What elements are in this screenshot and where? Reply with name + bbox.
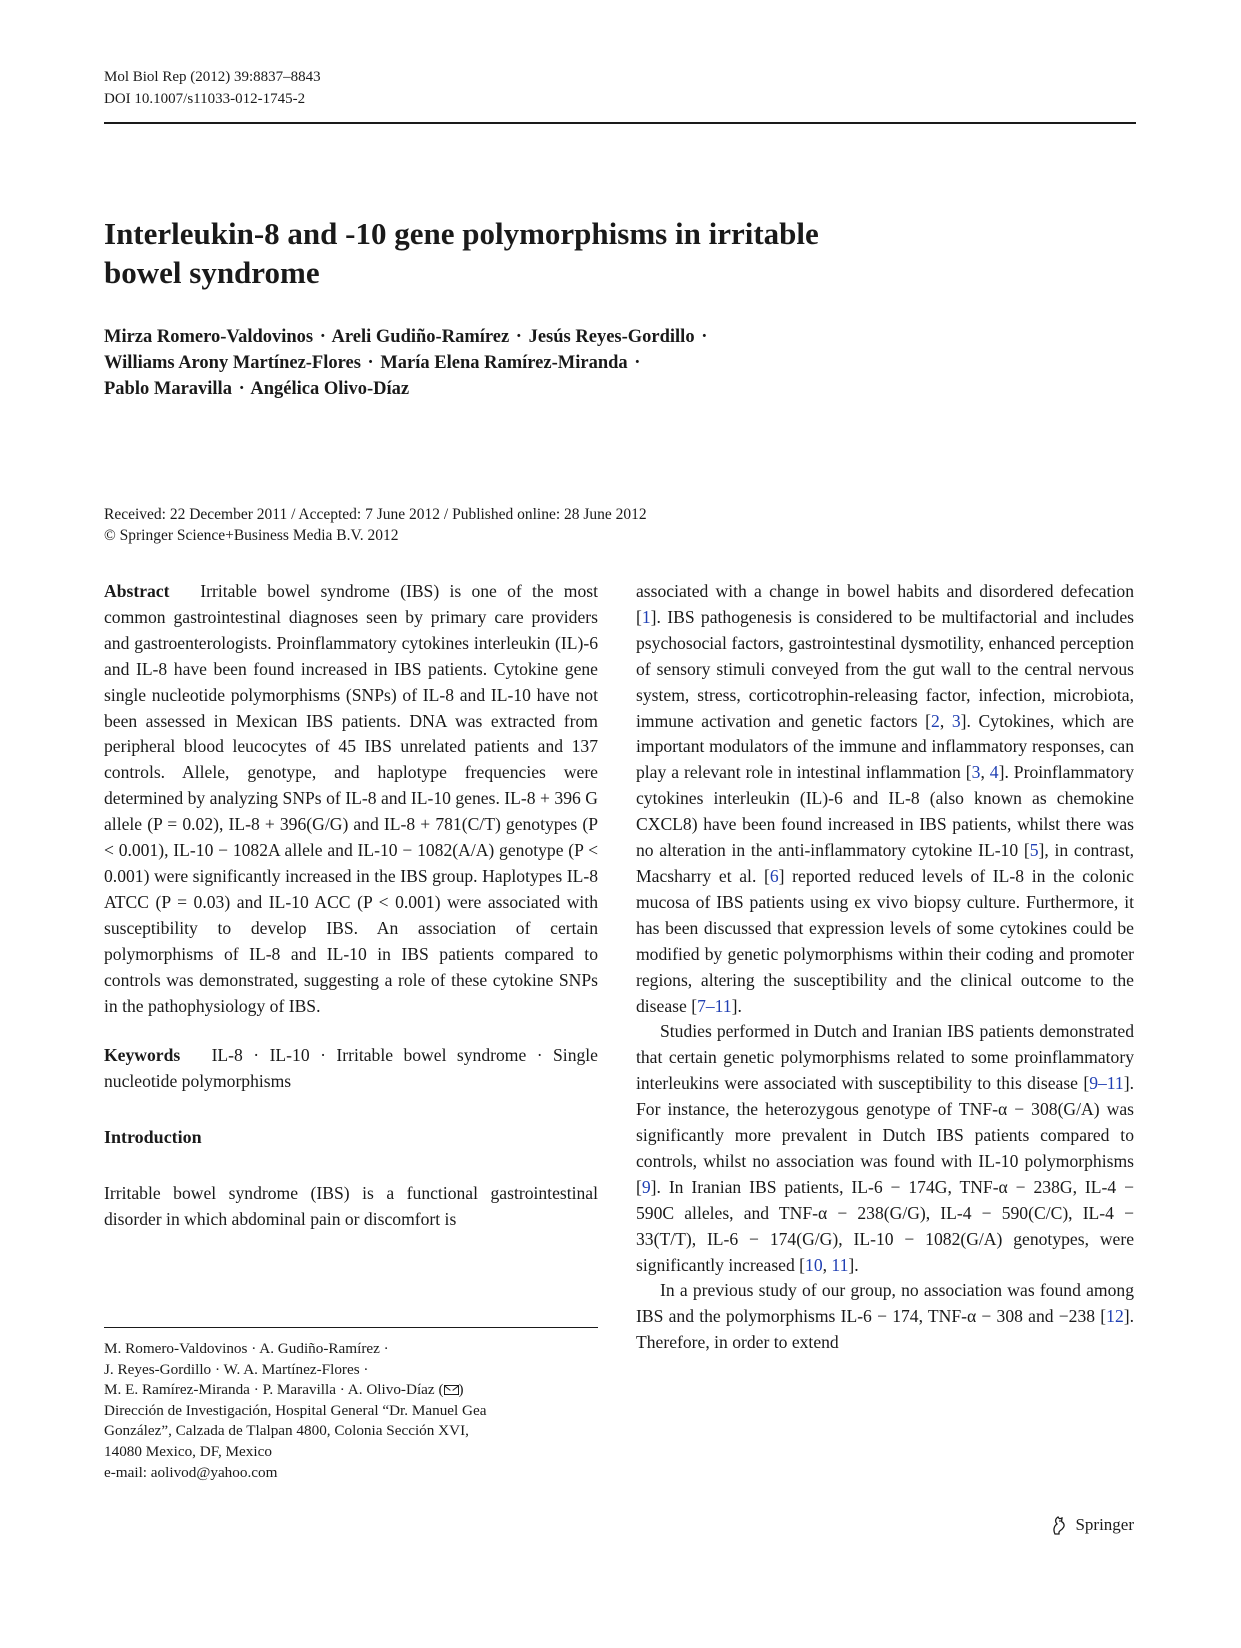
body-paragraph-2: Studies performed in Dutch and Iranian IBS patients demonstrated that certain genetic polymorphisms related to some proinflammatory interleukins were associated with susceptibility to this disease [9–11]. For instance, the heterozygous genotype of TNF-α − 308(G/A) was significantly more prevalent in Dutch IBS patients compared to controls, whilst no association was found with IL-10 polymorphisms [9]. In Iranian IBS patients, IL-6 − 174G, TNF-α − 238G, IL-4 − 590C alleles, and TNF-α − 238(G/G), IL-4 − 590(C/C), IL-4 − 33(T/T), IL-6 − 174(G/G), IL-10 − 1082(G/A) genotypes, were significantly increased [10, 11].	[636, 1021, 1134, 1275]
envelope-icon	[444, 1385, 459, 1395]
body-paragraph-3: In a previous study of our group, no association was found among IBS and the polymorphisms IL-6 − 174, TNF-α − 308 and −238 [12]. Therefore, in order to extend	[636, 1280, 1134, 1353]
doi[interactable]: DOI 10.1007/s11033-012-1745-2	[104, 91, 306, 107]
citation-link[interactable]: 2	[931, 710, 940, 731]
citation-link[interactable]: 4	[989, 762, 999, 783]
email-link[interactable]: e-mail: aolivod@yahoo.com	[104, 1463, 278, 1481]
author-name: Williams Arony Martínez-Flores	[104, 353, 361, 373]
affiliation-line-corresponding: M. E. Ramírez-Miranda · P. Maravilla · A. Olivo-Díaz ( )	[104, 1381, 464, 1399]
author-separator: ·	[634, 353, 641, 373]
footnote-rule	[104, 1327, 598, 1328]
author-name: Jesús Reyes-Gordillo	[528, 327, 695, 347]
section-heading-introduction: Introduction	[104, 1127, 202, 1148]
citation-link[interactable]: 10	[805, 1254, 823, 1275]
author-name: Mirza Romero-Valdovinos	[104, 327, 314, 347]
author-name: María Elena Ramírez-Miranda	[380, 353, 628, 373]
citation-link[interactable]: 9	[641, 1176, 651, 1197]
body-paragraph-1: associated with a change in bowel habits and disordered defecation [1]. IBS pathogenesis is considered to be multifactorial and includes psychosocial factors, gastrointestinal dysmotility, enhanced perception of sensory stimuli conveyed from the gut wall to the central nervous system, stress, corticotrophin-releasing factor, infection, microbiota, immune activation and genetic factors [2, 3]. Cytokines, which are important modulators of the immune and inflammatory responses, can play a relevant role in intestinal inflammation [3, 4]. Proinflammatory cytokines interleukin (IL)-6 and IL-8 (also known as chemokine CXCL8) have been found increased in IBS patients, whilst there was no alteration in the anti-inflammatory cytokine IL-10 [5], in contrast, Macsharry et al. [6] reported reduced levels of IL-8 in the colonic mucosa of IBS patients using ex vivo biopsy culture. Furthermore, it has been discussed that expression levels of some cytokines could be modified by genetic polymorphisms within their coding and promoter regions, altering the susceptibility and the clinical outcome to the disease [7–11].	[636, 581, 1135, 1016]
affiliation-footnote	[104, 1339, 598, 1483]
affiliation-line: 14080 Mexico, DF, Mexico	[104, 1442, 272, 1460]
springer-horse-icon	[1049, 1514, 1069, 1536]
keywords	[104, 1043, 598, 1095]
author-list	[104, 324, 964, 402]
journal-header	[104, 66, 321, 110]
header-rule	[104, 122, 1136, 124]
keywords-label: Keywords	[104, 1045, 181, 1066]
journal-citation: Mol Biol Rep (2012) 39:8837–8843	[104, 69, 321, 85]
intro-paragraph: Irritable bowel syndrome (IBS) is a functional gastrointestinal disorder in which abdominal pain or discomfort is	[104, 1183, 598, 1230]
citation-link[interactable]: 5	[1029, 840, 1039, 861]
author-separator: ·	[515, 327, 522, 347]
citation-link[interactable]: 6	[769, 865, 779, 886]
abstract-text: Irritable bowel syndrome (IBS) is one of the most common gastrointestinal diagnoses seen by primary care providers and gastroenterologists. Proinflammatory cytokines interleukin (IL)-6 and IL-8 have been found increased in IBS patients. Cytokine gene single nucleotide polymorphisms (SNPs) of IL-8 and IL-10 have not been assessed in Mexican IBS patients. DNA was extracted from peripheral blood leucocytes of 45 IBS unrelated patients and 137 controls. Allele, genotype, and haplotype frequencies were determined by analyzing SNPs of IL-8 and IL-10 genes. IL-8 + 396 G allele (P = 0.02), IL-8 + 396(G/G) and IL-8 + 781(C/T) genotypes (P < 0.001), IL-10 − 1082A allele and IL-10 − 1082(A/A) genotype (P < 0.001) were significantly increased in the IBS group. Haplotypes IL-8 ATCC (P = 0.03) and IL-10 ACC (P < 0.001) were associated with susceptibility to develop IBS. An association of certain polymorphisms of IL-8 and IL-10 in IBS patients compared to controls was demonstrated, suggesting a role of these cytokine SNPs in the pathophysiology of IBS.	[104, 581, 599, 1016]
author-line-1	[104, 324, 964, 350]
left-column	[104, 579, 598, 1233]
citation-link[interactable]: 1	[641, 606, 651, 627]
author-line-3	[104, 376, 964, 402]
article-title	[104, 214, 964, 292]
author-separator: ·	[238, 379, 245, 399]
author-name: Angélica Olivo-Díaz	[250, 379, 410, 399]
author-separator: ·	[319, 327, 326, 347]
author-name: Areli Gudiño-Ramírez	[331, 327, 510, 347]
abstract	[104, 579, 598, 1019]
citation-link[interactable]: 7–11	[697, 995, 732, 1016]
author-separator: ·	[701, 327, 708, 347]
keywords-text: IL-8 · IL-10 · Irritable bowel syndrome · Single nucleotide polymorphisms	[104, 1045, 598, 1092]
affiliation-line: M. Romero-Valdovinos · A. Gudiño-Ramírez ·	[104, 1340, 389, 1357]
citation-link[interactable]: 3	[971, 762, 981, 783]
citation-link[interactable]: 3	[951, 710, 961, 731]
affiliation-line: González”, Calzada de Tlalpan 4800, Colonia Sección XVI,	[104, 1422, 469, 1440]
citation-link[interactable]: 11	[831, 1254, 849, 1275]
publication-dates: Received: 22 December 2011 / Accepted: 7 June 2012 / Published online: 28 June 2012	[104, 506, 647, 523]
author-name: Pablo Maravilla	[104, 379, 232, 399]
article-history	[104, 504, 647, 546]
citation-link[interactable]: 9–11	[1089, 1073, 1124, 1094]
author-separator: ·	[367, 353, 374, 373]
publisher-name: Springer	[1075, 1515, 1134, 1534]
abstract-label: Abstract	[104, 581, 170, 601]
title-line-2: bowel syndrome	[104, 255, 320, 290]
citation-link[interactable]: 12	[1106, 1306, 1124, 1327]
affiliation-line: Dirección de Investigación, Hospital General “Dr. Manuel Gea	[104, 1401, 487, 1419]
affiliation-line: J. Reyes-Gordillo · W. A. Martínez-Flores ·	[104, 1360, 369, 1378]
publisher-logo	[1049, 1514, 1134, 1536]
title-line-1: Interleukin-8 and -10 gene polymorphisms in irritable	[104, 216, 819, 251]
author-line-2	[104, 350, 964, 376]
right-column	[636, 579, 1134, 1356]
affiliation-line: M. E. Ramírez-Miranda · P. Maravilla · A. Olivo-Díaz	[104, 1381, 435, 1399]
copyright-line: © Springer Science+Business Media B.V. 2012	[104, 527, 399, 544]
